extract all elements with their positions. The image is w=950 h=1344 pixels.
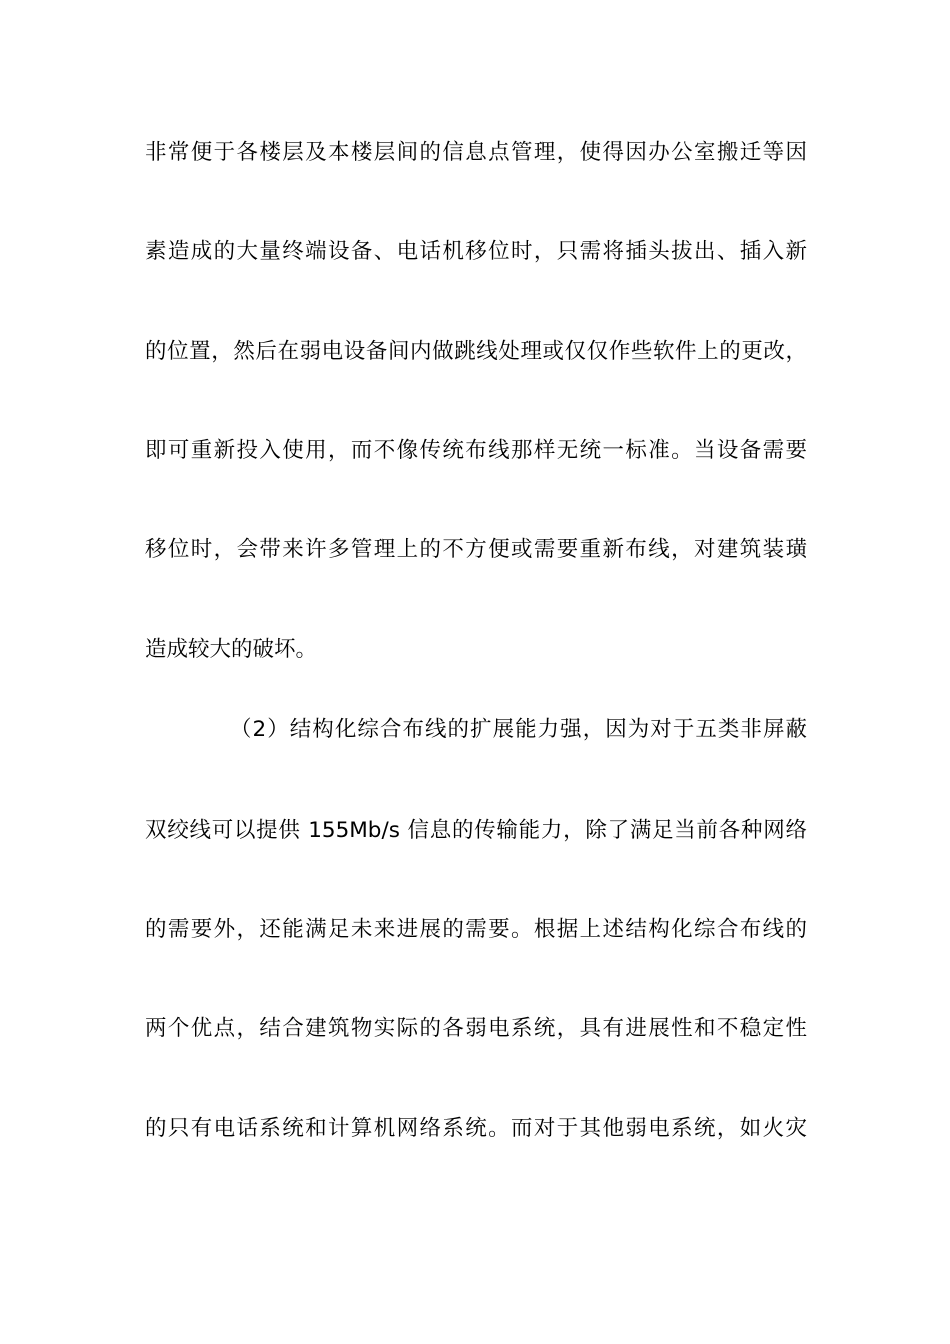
- text-line: 的需要外，还能满足未来进展的需要。根据上述结构化综合布线的: [145, 917, 807, 942]
- text-line: 双绞线可以提供 155Mb/s 信息的传输能力，除了满足当前各种网络: [145, 818, 807, 843]
- text-line: 两个优点，结合建筑物实际的各弱电系统，具有进展性和不稳定性: [145, 1016, 807, 1041]
- paragraph-first-line: （2）结构化综合布线的扩展能力强，因为对于五类非屏蔽: [230, 717, 807, 742]
- text-line: 造成较大的破坏。: [145, 637, 318, 662]
- text-line: 非常便于各楼层及本楼层间的信息点管理，使得因办公室搬迁等因: [145, 140, 807, 165]
- text-line: 移位时，会带来许多管理上的不方便或需要重新布线，对建筑装璜: [145, 537, 807, 562]
- text-line: 的位置，然后在弱电设备间内做跳线处理或仅仅作些软件上的更改，: [145, 339, 807, 364]
- text-line: 素造成的大量终端设备、电话机移位时，只需将插头拔出、插入新: [145, 239, 807, 264]
- text-line: 即可重新投入使用，而不像传统布线那样无统一标准。当设备需要: [145, 438, 807, 463]
- text-line: 的只有电话系统和计算机网络系统。而对于其他弱电系统，如火灾: [145, 1116, 807, 1141]
